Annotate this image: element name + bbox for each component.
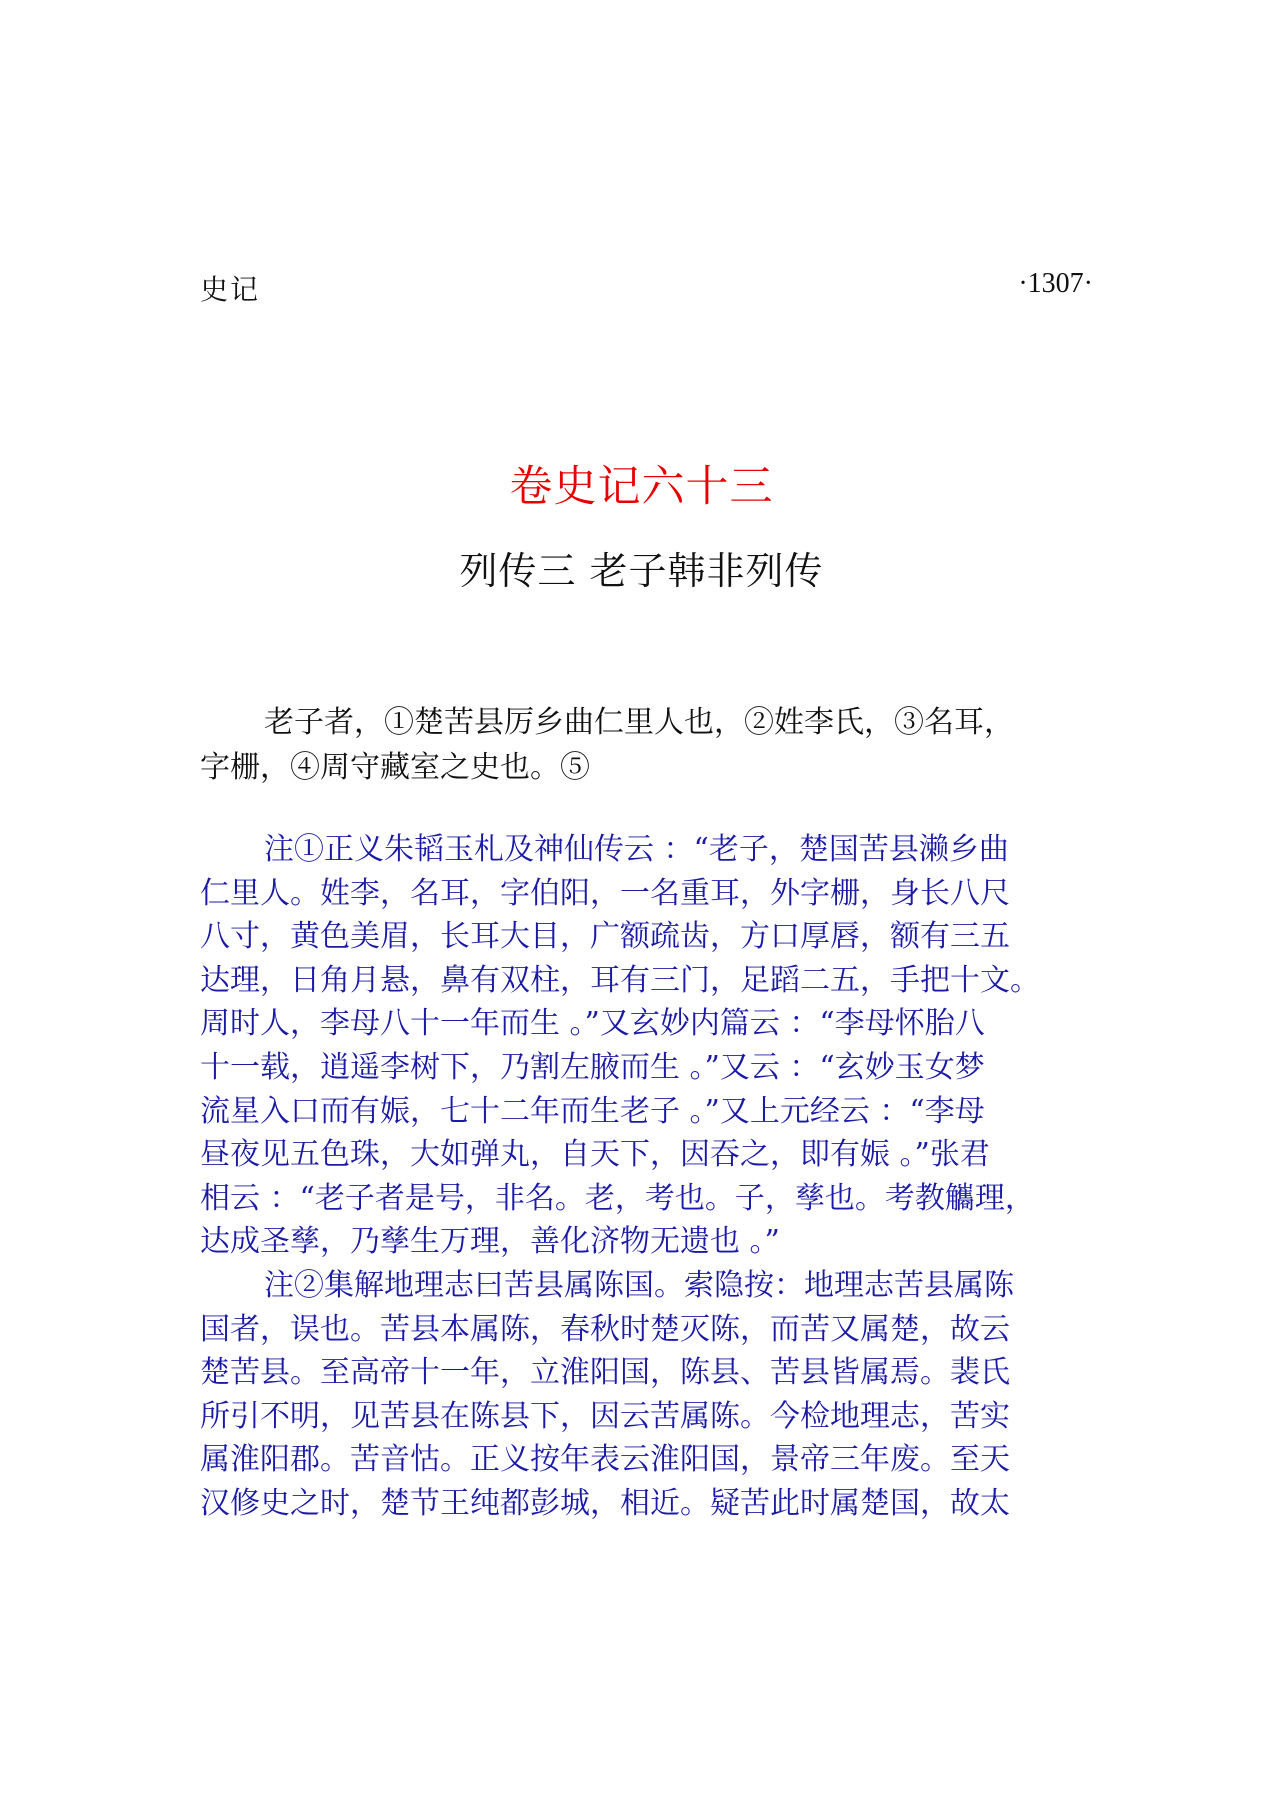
text-line: 字栅，④周守藏室之史也。⑤ [200,750,590,785]
annotation-notes [200,828,1100,1526]
note-line: 十一载，逍遥李树下，乃割左腋而生 。”又云 ：“玄妙玉女梦 [200,1049,985,1085]
note-line: 注②集解地理志曰苦县属陈国。索隐按：地理志苦县属陈 [264,1267,1014,1303]
note-line: 汉修史之时，楚节王纯都彭城，相近。疑苦此时属楚国，故太 [200,1485,1010,1521]
page-number: ·1307· [1018,268,1093,299]
main-text [200,700,1100,790]
note-line: 八寸，黄色美眉，长耳大目，广额疏齿，方口厚唇，额有三五 [200,919,1010,955]
note-line: 相云 ：“老子者是号，非名。老，考也。子，孳也。考教觿理， [200,1180,1035,1216]
note-line: 仁里人。姓李，名耳，字伯阳，一名重耳，外字栅，身长八尺 [200,875,1010,911]
text-line: 老子者，①楚苦县厉乡曲仁里人也，②姓李氏，③名耳， [264,705,1014,740]
chapter-title: 列传三 老子韩非列传 [459,549,824,593]
note-line: 昼夜见五色珠，大如弹丸，自天下，因吞之，即有娠 。”张君 [200,1137,990,1173]
note-line: 注①正义朱韬玉札及神仙传云 ：“老子，楚国苦县濑乡曲 [264,832,1009,867]
running-head-book-title: 史记 [200,273,261,306]
note-line: 周时人，李母八十一年而生 。”又玄妙内篇云 ：“李母怀胎八 [200,1006,985,1042]
note-line: 所引不明，见苦县在陈县下，因云苦属陈。今检地理志，苦实 [200,1398,1010,1434]
note-line: 国者，误也。苦县本属陈，春秋时楚灭陈，而苦又属楚，故云 [200,1311,1010,1347]
note-line: 流星入口而有娠，七十二年而生老子 。”又上元经云 ：“李母 [200,1093,985,1129]
note-line: 达理，日角月悬，鼻有双柱，耳有三门，足蹈二五，手把十文。 [200,962,1040,998]
note-line: 楚苦县。至高帝十一年，立淮阳国，陈县、苦县皆属焉。裴氏 [200,1355,1010,1391]
note-line: 达成圣孳，乃孳生万理，善化济物无遗也 。” [200,1224,780,1260]
volume-title: 卷史记六十三 [509,462,774,512]
note-line: 属淮阳郡。苦音怙。正义按年表云淮阳国，景帝三年废。至天 [200,1442,1010,1478]
